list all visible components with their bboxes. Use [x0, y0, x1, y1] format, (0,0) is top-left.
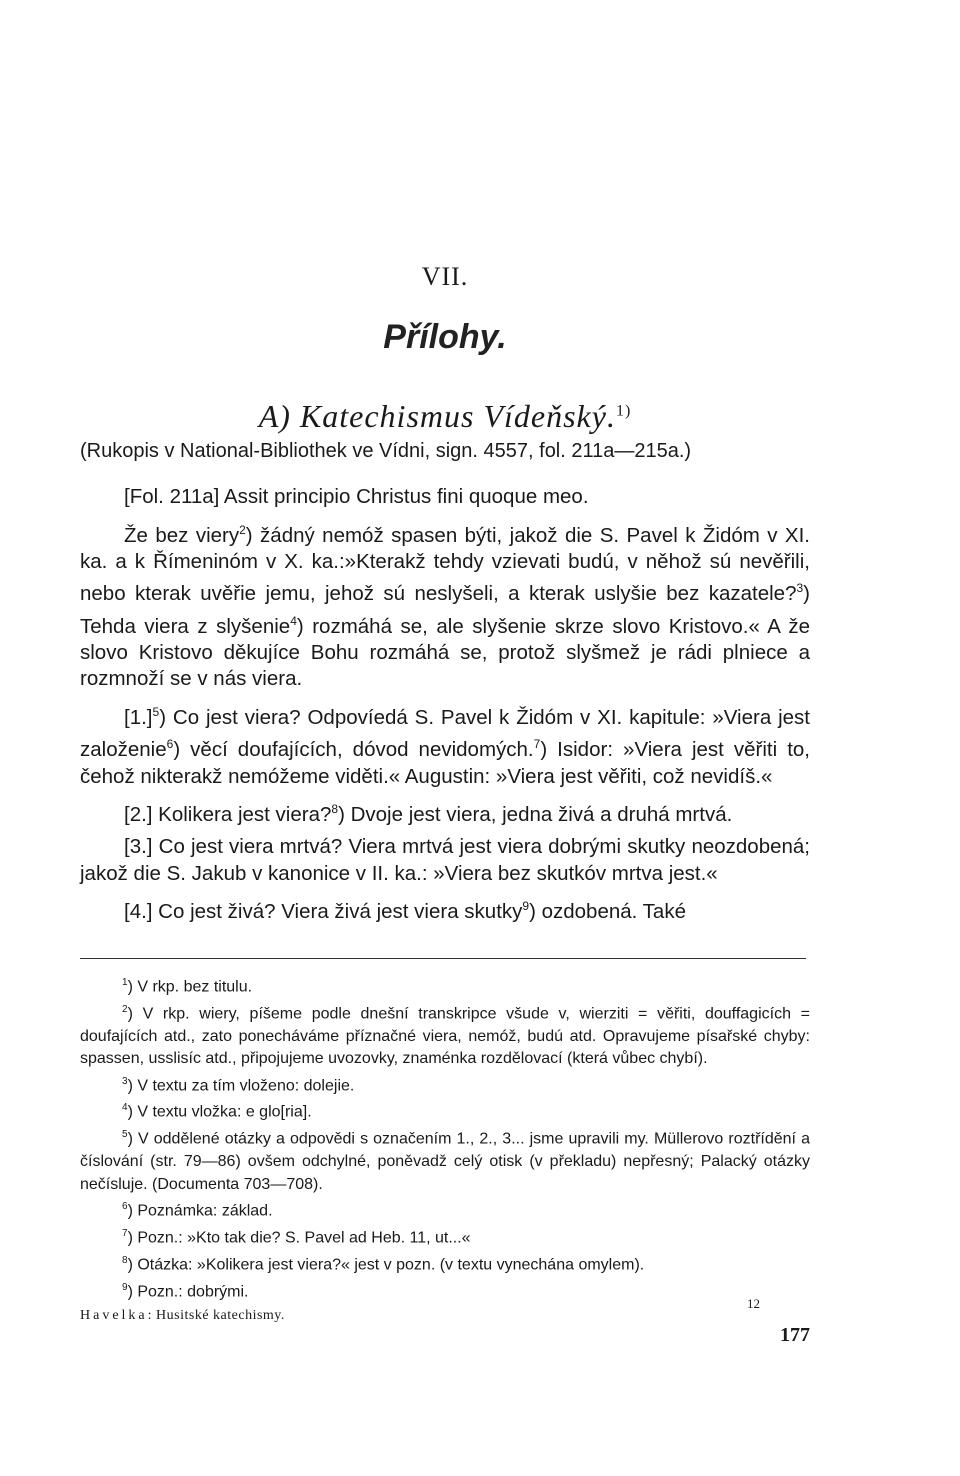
footnote-ref: 7	[122, 1227, 128, 1239]
paragraph-text: ) žádný nemóž spasen býti, jakož die S. Pavel k Židóm v XI. ka. a k Římeninóm v X. ka.:»Kterakž tehdy vzievati budú, v něhož sú nevěřili, nebo kterak uvěřie jemu, jehož sú neslyšeli, a kterak uslyšie bez kazatele?	[80, 523, 810, 606]
footnote-text: ) V rkp. wiery, píšeme podle dnešní transkripce všude v, wierziti = věřiti, douffagicích = doufajících atd., zato ponecháváme příznačné viera, nemóž, budú atd. Opravujeme písařské chyby: spassen, usslisíc atd., připojujeme uvozovky, znaménka rozdělovací (která vůbec chybí).	[80, 1005, 810, 1068]
footnote-divider	[80, 958, 806, 959]
footnote-text: ) Otázka: »Kolikera jest viera?« jest v pozn. (v textu vynechána omylem).	[127, 1256, 645, 1274]
paragraph	[80, 699, 810, 790]
footnote-ref: 3	[122, 1075, 128, 1087]
paragraph-text: [3.] Co jest viera mrtvá? Viera mrtvá jest viera dobrými skutky neozdobená; jakož die S. Jakub v kanonice v II. ka.: »Viera bez skutkóv mrtva jest.«	[80, 835, 810, 885]
page-footer	[80, 1296, 810, 1346]
section-title-text: A) Katechismus Vídeňský.	[258, 398, 616, 434]
source-citation: (Rukopis v National-Bibliothek ve Vídni, sign. 4557, fol. 211a—215a.)	[80, 440, 692, 462]
footnote-text: ) V oddělené otázky a odpovědi s označením 1., 2., 3... jsme upravili my. Müllerovo roztřídění a číslování (str. 79—86) ovšem odchylné, poněvadž celý otisk (v překladu) nepřesný; Palacký otázky nečísluje. (Documenta 703—708).	[80, 1130, 810, 1193]
paragraph	[80, 796, 810, 828]
paragraph	[80, 517, 810, 693]
body-text	[80, 484, 810, 926]
paragraph-text: ) ozdobená. Také	[529, 900, 686, 924]
part-title: Přílohy.	[383, 318, 507, 356]
footnote-ref: 4	[290, 613, 297, 628]
page-number: 177	[780, 1324, 810, 1346]
footnote-text: ) V textu vložka: e glo[ria].	[127, 1103, 312, 1121]
paragraph-text: ) věcí doufajících, dóvod nevidomých.	[173, 738, 534, 762]
footer-separator: :	[147, 1308, 153, 1323]
chapter-number: VII.	[421, 262, 469, 291]
footnote-ref: 2	[122, 1003, 128, 1015]
paragraph-text: ) Tehda viera z slyšenie	[80, 582, 810, 638]
footnote-ref: 9	[122, 1281, 128, 1293]
footnote-ref: 5	[152, 704, 160, 719]
paragraph-text: [1.]	[124, 705, 153, 729]
footnote-ref: 8	[122, 1254, 128, 1266]
paragraph-text: ) Isidor: »Viera jest věřiti to, čehož nikterakž nemóžeme viděti.« Augustin: »Viera jest věřiti, což nevidíš.«	[80, 738, 810, 788]
footnote	[80, 999, 810, 1071]
footer-author: Havelka	[80, 1308, 148, 1323]
footnote-ref: 1	[122, 977, 128, 988]
paragraph-text: [4.] Co jest živá? Viera živá jest viera skutky	[124, 900, 523, 924]
footnote-ref: 9	[522, 899, 530, 914]
sheet-number: 12	[747, 1296, 760, 1311]
footnote	[80, 1196, 810, 1223]
footnote-text: ) V textu za tím vloženo: dolejie.	[127, 1076, 355, 1094]
paragraph	[80, 834, 810, 887]
document-page	[80, 0, 810, 1476]
footnote	[80, 1124, 810, 1196]
footnote-ref: 3	[796, 581, 804, 596]
paragraph-text: [Fol. 211a] Assit principio Christus fini quoque meo.	[124, 485, 589, 508]
paragraph-text: Že bez viery	[124, 523, 240, 547]
footnote-ref: 6	[166, 737, 174, 752]
section-title-footnote-ref: 1)	[615, 402, 632, 420]
paragraph-text: ) Co jest viera? Odpovíedá S. Pavel k Židóm v XI. kapitule: »Viera jest založenie	[80, 705, 810, 762]
footnote-ref: 5	[122, 1129, 128, 1141]
footnote-ref: 6	[122, 1201, 128, 1213]
paragraph-text: ) rozmáhá se, ale slyšenie skrze slovo Kristovo.« A že slovo Kristovo děkujíce Bohu rozmáhá se, protož slyšmež je rádi plniece a rozmnoží se v nás viera.	[80, 614, 811, 691]
footnote-ref: 8	[331, 802, 339, 817]
footnote	[80, 1223, 810, 1250]
paragraph-text: ) Dvoje jest viera, jedna živá a druhá mrtvá.	[338, 802, 733, 826]
footnote	[80, 1250, 810, 1277]
footnote-text: ) Pozn.: »Kto tak die? S. Pavel ad Heb. 11, ut...«	[127, 1229, 471, 1247]
footnote-ref: 2	[239, 522, 246, 537]
section-title	[80, 398, 810, 435]
footnote-text: ) Pozn.: dobrými.	[127, 1282, 249, 1300]
paragraph-text: [2.] Kolikera jest viera?	[124, 802, 332, 826]
footnote-ref: 7	[533, 737, 541, 752]
footer-book-title: Husitské katechismy.	[156, 1308, 285, 1323]
footnotes	[80, 972, 810, 1303]
paragraph	[80, 893, 810, 925]
footnote-text: ) V rkp. bez titulu.	[127, 978, 253, 996]
footer-signature	[80, 1308, 285, 1324]
footnote	[80, 972, 810, 999]
paragraph	[80, 484, 810, 511]
footnote-text: ) Poznámka: základ.	[127, 1202, 273, 1220]
footnote	[80, 1071, 810, 1098]
footnote-ref: 4	[122, 1102, 128, 1114]
footnote	[80, 1097, 810, 1124]
